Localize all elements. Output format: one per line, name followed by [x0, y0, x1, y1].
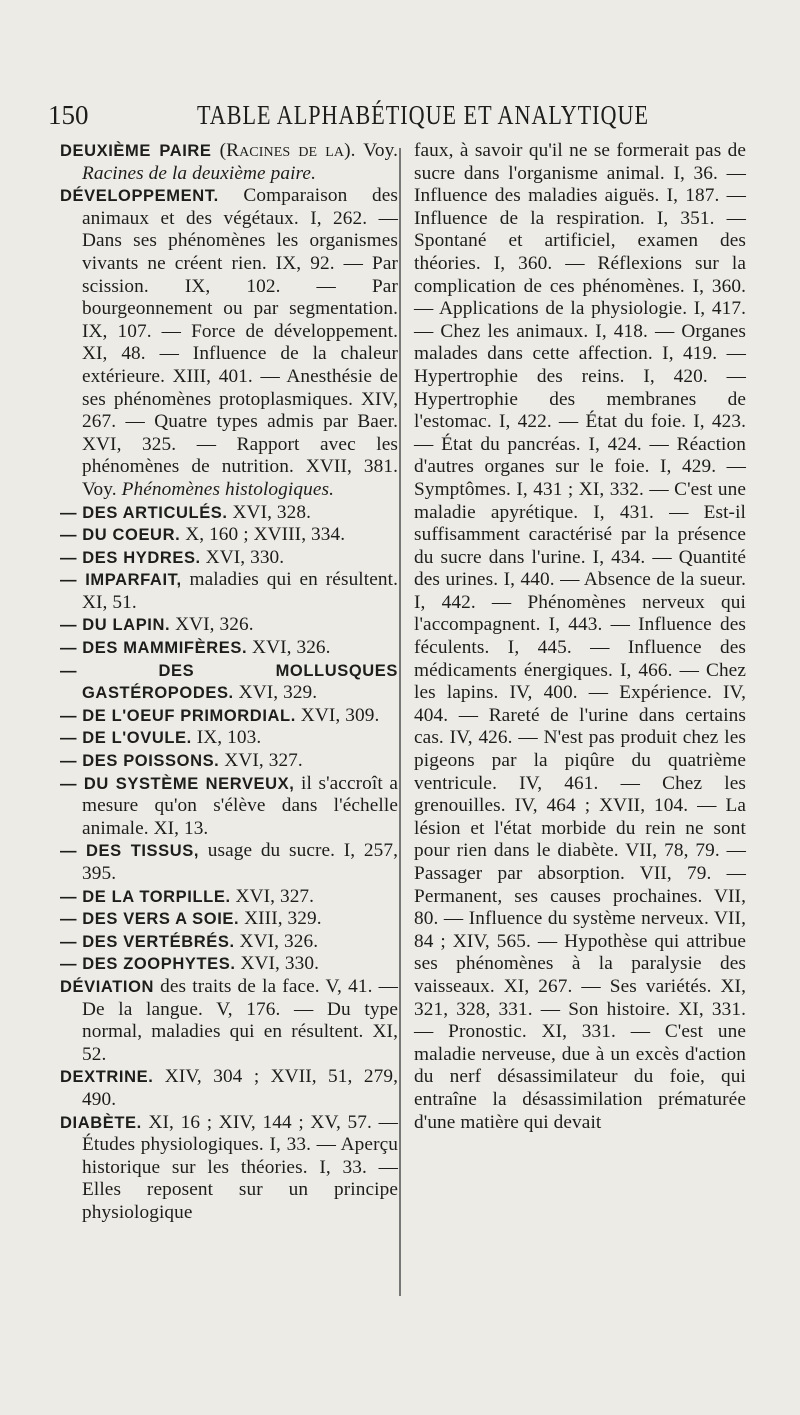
index-subentry: — DES MOLLUSQUES GASTÉROPODES. XVI, 329. [60, 661, 398, 704]
index-entry: DEXTRINE. XIV, 304 ; XVII, 51, 279, 490. [60, 1066, 398, 1110]
index-subentry: — DE L'OVULE. IX, 103. [60, 727, 262, 749]
index-subentry: — DES VERTÉBRÉS. XVI, 326. [60, 930, 319, 952]
index-subentry: — IMPARFAIT, maladies qui en résultent. XI, 51. [60, 569, 398, 613]
index-subentry: — DE L'OEUF PRIMORDIAL. XVI, 309. [60, 704, 380, 726]
index-subentry: — DES TISSUS, usage du sucre. I, 257, 395. [60, 840, 398, 884]
index-subentry: — DES ARTICULÉS. XVI, 328. [60, 501, 312, 523]
index-subentry: — DE LA TORPILLE. XVI, 327. [60, 885, 315, 907]
running-title: TABLE ALPHABÉTIQUE ET ANALYTIQUE [196, 100, 649, 130]
index-entry-continuation: faux, à savoir qu'il ne se formerait pas de sucre dans l'organisme animal. I, 36. — Influence des maladies aiguës. I, 187. — Influence de la respiration. I, 351. — Spontané et artificiel, examen des théories. I, 360. — Réflexions sur la complication de ces phénomènes. I, 360. — Applications de la physiologie. I, 417. — Chez les animaux. I, 418. — Organes malades dans cette affection. I, 419. — Hypertrophie des reins. I, 420. — Hypertrophie des membranes de l'estomac. I, 422. — État du foie. I, 423. — État du pancréas. I, 424. — Réaction d'autres organes sur le foie. I, 429. — Symptômes. I, 431 ; XI, 332. — C'est une maladie apyrétique. I, 431. — Est-il suffisamment caractérisé par la présence du sucre dans l'urine. I, 434. — Quantité des urines. I, 440. — Absence de la sueur. I, 442. — Phénomènes nerveux qui l'accompagnent. I, 443. — Influence des féculents. I, 445. — Influence des médicaments énergiques. I, 466. — Chez les lapins. IV, 400. — Expérience. IV, 404. — Rareté de l'urine dans certains cas. IV, 426. — N'est pas produit chez les pigeons par la piqûre du quatrième ventricule. IV, 461. — Chez les grenouilles. IV, 464 ; XVII, 104. — La lésion et l'état morbide du rein ne sont pour rien dans le diabète. VII, 78, 79. — Passager par absorption. VII, 79. — Permanent, ses causes prochaines. VII, 80. — Influence du système nerveux. VII, 84 ; XIV, 565. — Hypothèse qui attribue ses phénomènes à la paralysie des vaisseaux. XI, 267. — Ses variétés. XI, 321, 328, 331. — Son histoire. XI, 331. — Pronostic. XI, 331. — C'est une maladie nerveuse, due à un excès d'action du nerf désassimilateur du foie, qui entraîne la désassimilation prématurée d'une matière qui devait [414, 140, 746, 1133]
right-column [414, 140, 746, 1134]
index-subentry: — DES POISSONS. XVI, 327. [60, 750, 303, 772]
index-subentry: — DES HYDRES. XVI, 330. [60, 546, 285, 568]
index-entry: DEUXIÈME PAIRE (Racines de la). Voy. Racines de la deuxième paire. [60, 140, 398, 184]
page-number: 150 [48, 100, 89, 130]
running-header [0, 98, 800, 138]
index-subentry: — DU COEUR. X, 160 ; XVIII, 334. [60, 524, 346, 546]
index-entry: DÉVIATION des traits de la face. V, 41. — De la langue. V, 176. — Du type normal, maladies qui en résultent. XI, 52. [60, 975, 398, 1065]
index-subentry: — DU LAPIN. XVI, 326. [60, 614, 254, 636]
left-column [60, 140, 398, 1225]
index-subentry: — DU SYSTÈME NERVEUX, il s'accroît a mesure qu'on s'élève dans l'échelle animale. XI, 13. [60, 772, 398, 839]
column-divider [399, 148, 401, 1296]
index-entry: DÉVELOPPEMENT. Comparaison des animaux et des végétaux. I, 262. — Dans ses phénomènes les organismes vivants ne créent rien. IX, 92. — Par scission. IX, 102. — Par bourgeonnement ou par segmentation. IX, 107. — Force de développement. XI, 48. — Influence de la chaleur extérieure. XIII, 401. — Anesthésie de ses phénomènes protoplasmiques. XIV, 267. — Quatre types admis par Baer. XVI, 325. — Rapport avec les phénomènes de nutrition. XVII, 381. Voy. Phénomènes histologiques. [60, 185, 398, 500]
index-subentry: — DES ZOOPHYTES. XVI, 330. [60, 953, 320, 975]
index-entry: DIABÈTE. XI, 16 ; XIV, 144 ; XV, 57. — Études physiologiques. I, 33. — Aperçu historique sur les théories. I, 33. — Elles reposent sur un principe physiologique [60, 1111, 398, 1223]
index-subentry: — DES MAMMIFÈRES. XVI, 326. [60, 637, 331, 659]
index-subentry: — DES VERS A SOIE. XIII, 329. [60, 908, 322, 930]
